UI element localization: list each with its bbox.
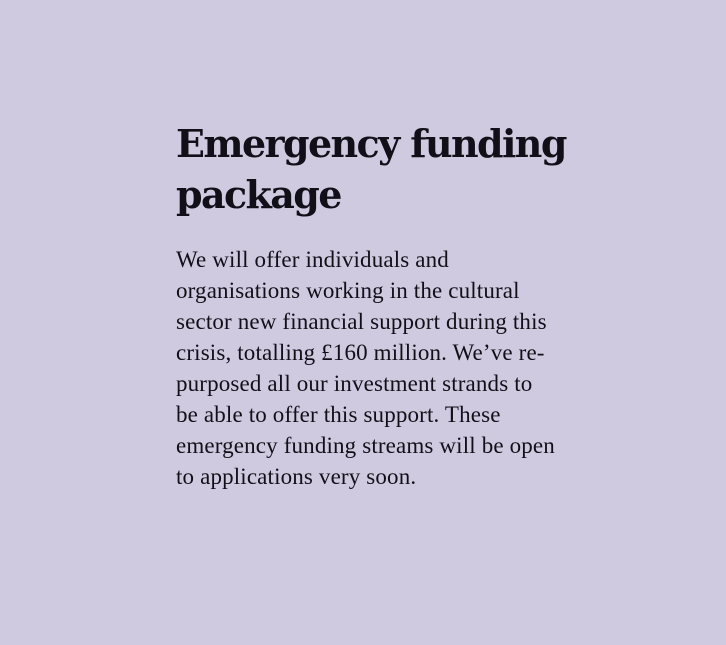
emergency-funding-section — [176, 118, 566, 492]
section-body-text: We will offer individuals and organisations working in the cultural sector new financial support during this crisis, totalling £160 million. We’ve re-purposed all our investment strands to be able to offer this support. These emergency funding streams will be open to applications very soon. — [176, 247, 555, 489]
section-heading: Emergency funding package — [176, 121, 566, 217]
